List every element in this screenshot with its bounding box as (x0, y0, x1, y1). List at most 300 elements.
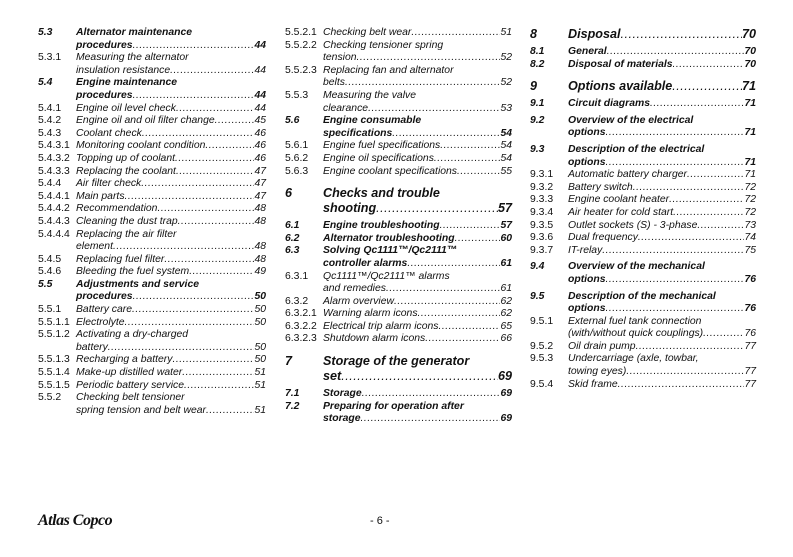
toc-entry-number: 5.3.1 (38, 52, 62, 64)
toc-entry-number: 6.2 (285, 232, 300, 244)
toc-entry[interactable] (285, 27, 512, 40)
toc-entry[interactable] (38, 354, 266, 367)
dot-leader (108, 342, 255, 355)
toc-entry-title (568, 245, 756, 258)
toc-entry-page: 50 (254, 304, 266, 316)
toc-entry-number: 6.3.2 (285, 295, 309, 307)
toc-entry-number: 9.3.6 (530, 232, 554, 244)
toc-entry[interactable] (38, 166, 266, 179)
dot-leader (368, 103, 500, 116)
toc-entry-page: 77 (744, 366, 756, 378)
toc-entry-page: 72 (744, 206, 756, 218)
toc-entry-title-line: Replacing fuel filter (76, 253, 165, 265)
dot-leader (411, 27, 500, 40)
toc-entry-title-line: Solving Qc1111™/Qc2111™ (323, 245, 458, 257)
toc-entry-title-line: Monitoring coolant condition (76, 140, 206, 152)
dot-leader (440, 220, 501, 233)
toc-entry-title-line: Measuring the alternator (76, 52, 189, 64)
toc-entry[interactable] (38, 191, 266, 204)
toc-entry-page: 52 (500, 77, 512, 89)
toc-entry[interactable] (38, 367, 266, 380)
toc-entry-page: 46 (254, 152, 266, 164)
toc-entry-title (568, 316, 756, 341)
toc-entry-title (76, 216, 266, 229)
toc-entry-title (568, 115, 756, 140)
toc-entry-title (568, 232, 756, 245)
toc-entry-title (76, 153, 266, 166)
dot-leader (606, 303, 745, 316)
dot-leader (172, 354, 254, 367)
dot-leader (176, 166, 255, 179)
toc-column-1 (38, 27, 266, 417)
toc-entry-number: 5.4.4.1 (38, 190, 70, 202)
toc-entry-title (568, 79, 756, 94)
toc-entry[interactable] (285, 401, 512, 426)
toc-entry-title (568, 182, 756, 195)
toc-entry-title-line: controller alarms (323, 257, 408, 269)
toc-entry-title-line: Outlet sockets (S) - 3-phase (568, 219, 698, 231)
toc-entry[interactable] (530, 144, 756, 169)
dot-leader (636, 341, 745, 354)
toc-entry-title-line: Options available (568, 79, 673, 94)
dot-leader (626, 366, 744, 379)
toc-entry[interactable] (530, 341, 756, 354)
toc-entry-page: 48 (254, 215, 266, 227)
toc-entry-page: 76 (744, 303, 756, 315)
dot-leader (455, 233, 501, 246)
toc-entry-title-line: Bleeding the fuel system (76, 266, 190, 278)
toc-entry-title (76, 380, 266, 393)
toc-entry[interactable] (530, 115, 756, 140)
toc-entry-title (323, 27, 512, 40)
dot-leader (157, 203, 254, 216)
dot-leader (361, 413, 501, 426)
dot-leader (440, 140, 500, 153)
toc-entry[interactable] (530, 59, 756, 72)
toc-entry[interactable] (38, 304, 266, 317)
toc-entry-title (323, 388, 512, 401)
dot-leader (606, 274, 745, 287)
toc-entry-title (323, 65, 512, 90)
toc-entry-page: 48 (254, 203, 266, 215)
toc-entry[interactable] (38, 229, 266, 254)
toc-entry[interactable] (530, 79, 756, 94)
toc-entry[interactable] (285, 308, 512, 321)
toc-entry[interactable] (38, 266, 266, 279)
toc-entry-title (76, 115, 266, 128)
toc-entry-title-line: Engine maintenance (76, 77, 178, 89)
toc-entry-title (76, 317, 266, 330)
toc-entry[interactable] (530, 46, 756, 59)
toc-entry-number: 5.5 (38, 278, 53, 290)
dot-leader (394, 296, 500, 309)
toc-entry-title-line: Make-up distilled water (76, 367, 183, 379)
toc-entry-title-line: Engine fuel specifications (323, 140, 441, 152)
toc-entry-number: 9.3.4 (530, 206, 554, 218)
dot-leader (386, 283, 500, 296)
toc-entry-page: 45 (254, 115, 266, 127)
toc-entry-title (323, 115, 512, 140)
toc-entry-title (568, 353, 756, 378)
toc-entry-page: 50 (254, 291, 266, 303)
toc-entry-number: 5.4.2 (38, 115, 62, 127)
toc-entry-page: 44 (254, 64, 266, 76)
toc-entry[interactable] (38, 178, 266, 191)
toc-entry-title-line: Dual frequency (568, 232, 638, 244)
toc-entry-number: 5.5.2 (38, 392, 62, 404)
toc-entry[interactable] (38, 392, 266, 417)
toc-entry-page: 50 (254, 316, 266, 328)
toc-entry-number: 5.4.3.2 (38, 152, 70, 164)
toc-entry-title-line: clearance (323, 102, 369, 114)
toc-entry[interactable] (38, 77, 266, 102)
toc-entry-title (76, 354, 266, 367)
toc-entry[interactable] (285, 321, 512, 334)
toc-entry-page: 75 (744, 244, 756, 256)
toc-entry-title (76, 392, 266, 417)
toc-entry-title-line: Air filter check (76, 178, 142, 190)
toc-entry-number: 5.5.2.3 (285, 64, 317, 76)
toc-entry-title (568, 220, 756, 233)
toc-entry-title-line: Engine coolant specifications (323, 165, 458, 177)
toc-entry-number: 7 (285, 354, 293, 369)
toc-entry-title-line: Automatic battery charger (568, 169, 687, 181)
toc-entry-title-line: Activating a dry-charged (76, 329, 189, 341)
toc-entry[interactable] (38, 103, 266, 116)
toc-entry[interactable] (285, 186, 512, 216)
toc-entry-page: 76 (744, 328, 756, 340)
toc-entry-number: 5.5.1.4 (38, 367, 70, 379)
toc-entry-title-line: Warning alarm icons (323, 308, 418, 320)
dot-leader (638, 232, 745, 245)
toc-entry-page: 57 (500, 220, 512, 232)
toc-entry[interactable] (285, 296, 512, 309)
toc-entry-page: 66 (500, 333, 512, 345)
toc-entry[interactable] (285, 233, 512, 246)
toc-entry-title-line: Replacing the air filter (76, 228, 177, 240)
toc-entry-number: 8.2 (530, 58, 545, 70)
toc-entry-number: 9 (530, 79, 538, 94)
toc-entry-title-line: Circuit diagrams (568, 98, 650, 110)
toc-entry-title-line: Undercarriage (axle, towbar, (568, 353, 699, 365)
toc-entry-title-line: Description of the electrical (568, 143, 705, 155)
toc-entry-number: 5.4.4.4 (38, 228, 70, 240)
toc-entry-title-line: Replacing the coolant (76, 165, 176, 177)
toc-entry-number: 5.4.3.1 (38, 140, 70, 152)
toc-entry[interactable] (530, 353, 756, 378)
toc-entry-title-line: Electrical trip alarm icons (323, 320, 439, 332)
toc-entry-title-line: Adjustments and service (76, 278, 199, 290)
toc-entry-title (76, 140, 266, 153)
toc-entry-title (568, 144, 756, 169)
toc-entry-page: 61 (500, 257, 512, 269)
toc-entry-number: 8 (530, 27, 538, 41)
toc-entry-title-line: Cleaning the dust trap (76, 215, 178, 227)
toc-entry-title-line: element (76, 241, 113, 253)
toc-entry[interactable] (285, 90, 512, 115)
toc-entry-number: 9.5.3 (530, 353, 554, 365)
toc-column-3 (530, 27, 756, 391)
toc-entry[interactable] (285, 153, 512, 166)
dot-leader (215, 115, 255, 128)
toc-entry-number: 7.1 (285, 388, 300, 400)
toc-entry-title (76, 27, 266, 52)
toc-entry-title-line: spring tension and belt wear (76, 404, 206, 416)
toc-entry[interactable] (285, 220, 512, 233)
toc-entry-number: 9.3.2 (530, 181, 554, 193)
dot-leader (178, 216, 255, 229)
toc-entry-title (323, 321, 512, 334)
toc-entry-title-line: Oil drain pump (568, 340, 636, 352)
toc-entry-title-line: Qc1111™/Qc2111™ alarms (323, 270, 450, 282)
toc-entry[interactable] (285, 271, 512, 296)
dot-leader (687, 169, 744, 182)
toc-entry-title-line: tension (323, 52, 357, 64)
toc-entry-title-line: Checking tensioner spring (323, 39, 444, 51)
toc-entry[interactable] (285, 65, 512, 90)
dot-leader (697, 220, 744, 233)
toc-entry-title-line: battery (76, 341, 108, 353)
toc-entry-title-line: Battery switch (568, 181, 633, 193)
toc-entry-title (323, 153, 512, 166)
toc-entry-title-line: storage (323, 413, 361, 425)
toc-entry[interactable] (285, 354, 512, 384)
toc-entry-title-line: Replacing fan and alternator (323, 64, 454, 76)
toc-entry[interactable] (38, 27, 266, 52)
dot-leader (621, 27, 742, 42)
toc-entry-number: 5.5.1.3 (38, 354, 70, 366)
toc-entry[interactable] (285, 388, 512, 401)
toc-entry-title-line: (with/without quick couplings) (568, 328, 704, 340)
toc-entry[interactable] (285, 115, 512, 140)
toc-entry-number: 5.6.1 (285, 140, 309, 152)
toc-entry-title-line: Air heater for cold start (568, 206, 674, 218)
toc-entry-number: 6.3.1 (285, 270, 309, 282)
toc-entry-page: 71 (744, 169, 756, 181)
toc-entry[interactable] (530, 232, 756, 245)
toc-entry-page: 50 (254, 354, 266, 366)
toc-entry-number: 5.5.2.1 (285, 27, 317, 38)
toc-entry-number: 6.3.2.3 (285, 333, 317, 345)
dot-leader (170, 65, 254, 78)
toc-entry-number: 9.3.5 (530, 219, 554, 231)
toc-entry-page: 72 (744, 181, 756, 193)
toc-entry-number: 5.4 (38, 77, 53, 89)
toc-entry-title-line: options (568, 156, 606, 168)
toc-entry-page: 71 (741, 79, 756, 94)
toc-entry-title-line: options (568, 303, 606, 315)
toc-entry-title (568, 27, 756, 42)
toc-entry-title (323, 271, 512, 296)
toc-entry-title (323, 245, 512, 270)
dot-leader (618, 379, 745, 392)
toc-entry[interactable] (530, 220, 756, 233)
toc-entry-number: 9.5.1 (530, 315, 554, 327)
toc-entry-number: 5.5.2.2 (285, 39, 317, 51)
toc-entry-page: 44 (254, 102, 266, 114)
toc-entry-title (568, 207, 756, 220)
toc-entry-title (76, 128, 266, 141)
toc-entry-title-line: Engine oil level check (76, 102, 176, 114)
toc-entry[interactable] (38, 52, 266, 77)
dot-leader (438, 321, 500, 334)
toc-entry-page: 48 (254, 241, 266, 253)
toc-entry-title-line: Disposal (568, 27, 621, 41)
toc-entry-title-line: specifications (323, 127, 393, 139)
toc-entry-page: 47 (254, 190, 266, 202)
toc-entry-number: 5.4.1 (38, 102, 62, 114)
toc-entry[interactable] (530, 245, 756, 258)
toc-entry[interactable] (38, 317, 266, 330)
toc-entry-title-line: procedures (76, 39, 133, 51)
toc-entry[interactable] (38, 254, 266, 267)
toc-entry-title (323, 140, 512, 153)
toc-entry[interactable] (530, 261, 756, 286)
toc-entry-number: 9.3 (530, 143, 545, 155)
toc-entry[interactable] (530, 316, 756, 341)
toc-entry-title-line: belts (323, 77, 345, 89)
toc-entry[interactable] (38, 279, 266, 304)
toc-entry-page: 51 (254, 379, 266, 391)
toc-entry-page: 60 (500, 232, 512, 244)
toc-entry[interactable] (530, 169, 756, 182)
toc-entry-number: 5.4.3.3 (38, 165, 70, 177)
toc-entry-number: 5.6.3 (285, 165, 309, 177)
toc-entry-title-line: Alternator maintenance (76, 27, 193, 38)
toc-entry-title (76, 203, 266, 216)
toc-entry-number: 5.3 (38, 27, 53, 38)
toc-entry-title (323, 296, 512, 309)
toc-entry-title-line: Disposal of materials (568, 58, 673, 70)
toc-entry-title-line: Engine oil and oil filter change (76, 115, 215, 127)
toc-entry-title (76, 103, 266, 116)
toc-entry-page: 73 (744, 219, 756, 231)
toc-entry-page: 44 (254, 89, 266, 101)
dot-leader (142, 128, 255, 141)
toc-entry[interactable] (285, 40, 512, 65)
toc-entry-page: 44 (254, 39, 266, 51)
toc-entry[interactable] (530, 291, 756, 316)
toc-entry-number: 9.3.7 (530, 244, 554, 256)
toc-entry-title-line: Battery care (76, 304, 133, 316)
toc-entry-page: 71 (744, 156, 756, 168)
toc-entry[interactable] (38, 380, 266, 393)
dot-leader (434, 153, 501, 166)
toc-entry-title (568, 341, 756, 354)
dot-leader (376, 201, 498, 216)
dot-leader (175, 153, 254, 166)
toc-entry[interactable] (38, 153, 266, 166)
dot-leader (206, 405, 254, 418)
toc-entry-title-line: Engine troubleshooting (323, 220, 440, 232)
toc-entry-page: 65 (500, 320, 512, 332)
toc-entry-title-line: Recommendation (76, 203, 158, 215)
toc-entry[interactable] (530, 207, 756, 220)
toc-entry-title-line: Storage of the generator (323, 354, 470, 369)
toc-entry-number: 5.4.4 (38, 178, 62, 190)
toc-entry-title-line: Main parts (76, 190, 125, 202)
toc-entry[interactable] (530, 379, 756, 392)
toc-entry-title-line: General (568, 46, 607, 57)
toc-entry[interactable] (530, 194, 756, 207)
toc-entry-number: 5.5.1 (38, 304, 62, 316)
toc-entry-number: 9.5.4 (530, 378, 554, 390)
toc-entry-title-line: procedures (76, 89, 133, 101)
toc-entry[interactable] (530, 27, 756, 42)
toc-entry-title-line: Coolant check (76, 127, 142, 139)
toc-entry-title-line: Alternator troubleshooting (323, 232, 455, 244)
toc-entry-page: 52 (500, 52, 512, 64)
toc-entry-title (323, 333, 512, 346)
toc-entry[interactable] (285, 245, 512, 270)
toc-entry-number: 6.3.2.2 (285, 320, 317, 332)
toc-entry-title-line: IT-relay (568, 244, 603, 256)
toc-entry-title-line: Overview of the electrical (568, 114, 694, 126)
toc-entry-title-line: Alarm overview (323, 295, 395, 307)
toc-entry-title (76, 191, 266, 204)
toc-entry-page: 50 (254, 341, 266, 353)
toc-entry-number: 5.4.4.2 (38, 203, 70, 215)
toc-entry-page: 48 (254, 253, 266, 265)
toc-entry[interactable] (38, 140, 266, 153)
toc-entry-title (76, 304, 266, 317)
toc-entry[interactable] (285, 166, 512, 179)
toc-entry-page: 54 (500, 127, 512, 139)
toc-entry[interactable] (530, 98, 756, 111)
toc-entry-number: 5.5.1.5 (38, 379, 70, 391)
toc-entry[interactable] (38, 128, 266, 141)
toc-entry-number: 9.5 (530, 290, 545, 302)
dot-leader (672, 79, 742, 94)
toc-entry[interactable] (38, 203, 266, 216)
toc-entry-number: 6.3 (285, 245, 300, 257)
toc-entry-title-line: Recharging a battery (76, 354, 173, 366)
toc-entry-title (568, 169, 756, 182)
dot-leader (184, 380, 254, 393)
toc-entry-page: 71 (744, 98, 756, 110)
dot-leader (606, 127, 745, 140)
toc-entry-number: 5.4.5 (38, 253, 62, 265)
toc-entry-page: 62 (500, 308, 512, 320)
toc-entry-page: 77 (744, 378, 756, 390)
toc-entry-page: 69 (500, 413, 512, 425)
dot-leader (673, 59, 745, 72)
toc-entry-title (76, 166, 266, 179)
toc-entry-title (323, 166, 512, 179)
toc-entry-page: 47 (254, 178, 266, 190)
toc-entry[interactable] (38, 329, 266, 354)
toc-entry-page: 47 (254, 165, 266, 177)
toc-entry-page: 51 (500, 27, 512, 38)
toc-entry-page: 54 (500, 152, 512, 164)
dot-leader (357, 52, 501, 65)
toc-entry[interactable] (38, 216, 266, 229)
toc-entry-title-line: Periodic battery service (76, 379, 184, 391)
toc-entry-title-line: options (568, 127, 606, 139)
toc-entry[interactable] (530, 182, 756, 195)
toc-entry-number: 5.4.4.3 (38, 215, 70, 227)
dot-leader (362, 388, 501, 401)
toc-entry[interactable] (285, 140, 512, 153)
dot-leader (205, 140, 254, 153)
toc-entry[interactable] (285, 333, 512, 346)
toc-entry-title (323, 401, 512, 426)
toc-entry-title-line: Engine oil specifications (323, 152, 434, 164)
toc-entry-title (323, 233, 512, 246)
toc-entry-title (76, 254, 266, 267)
toc-entry[interactable] (38, 115, 266, 128)
toc-entry-page: 77 (744, 340, 756, 352)
